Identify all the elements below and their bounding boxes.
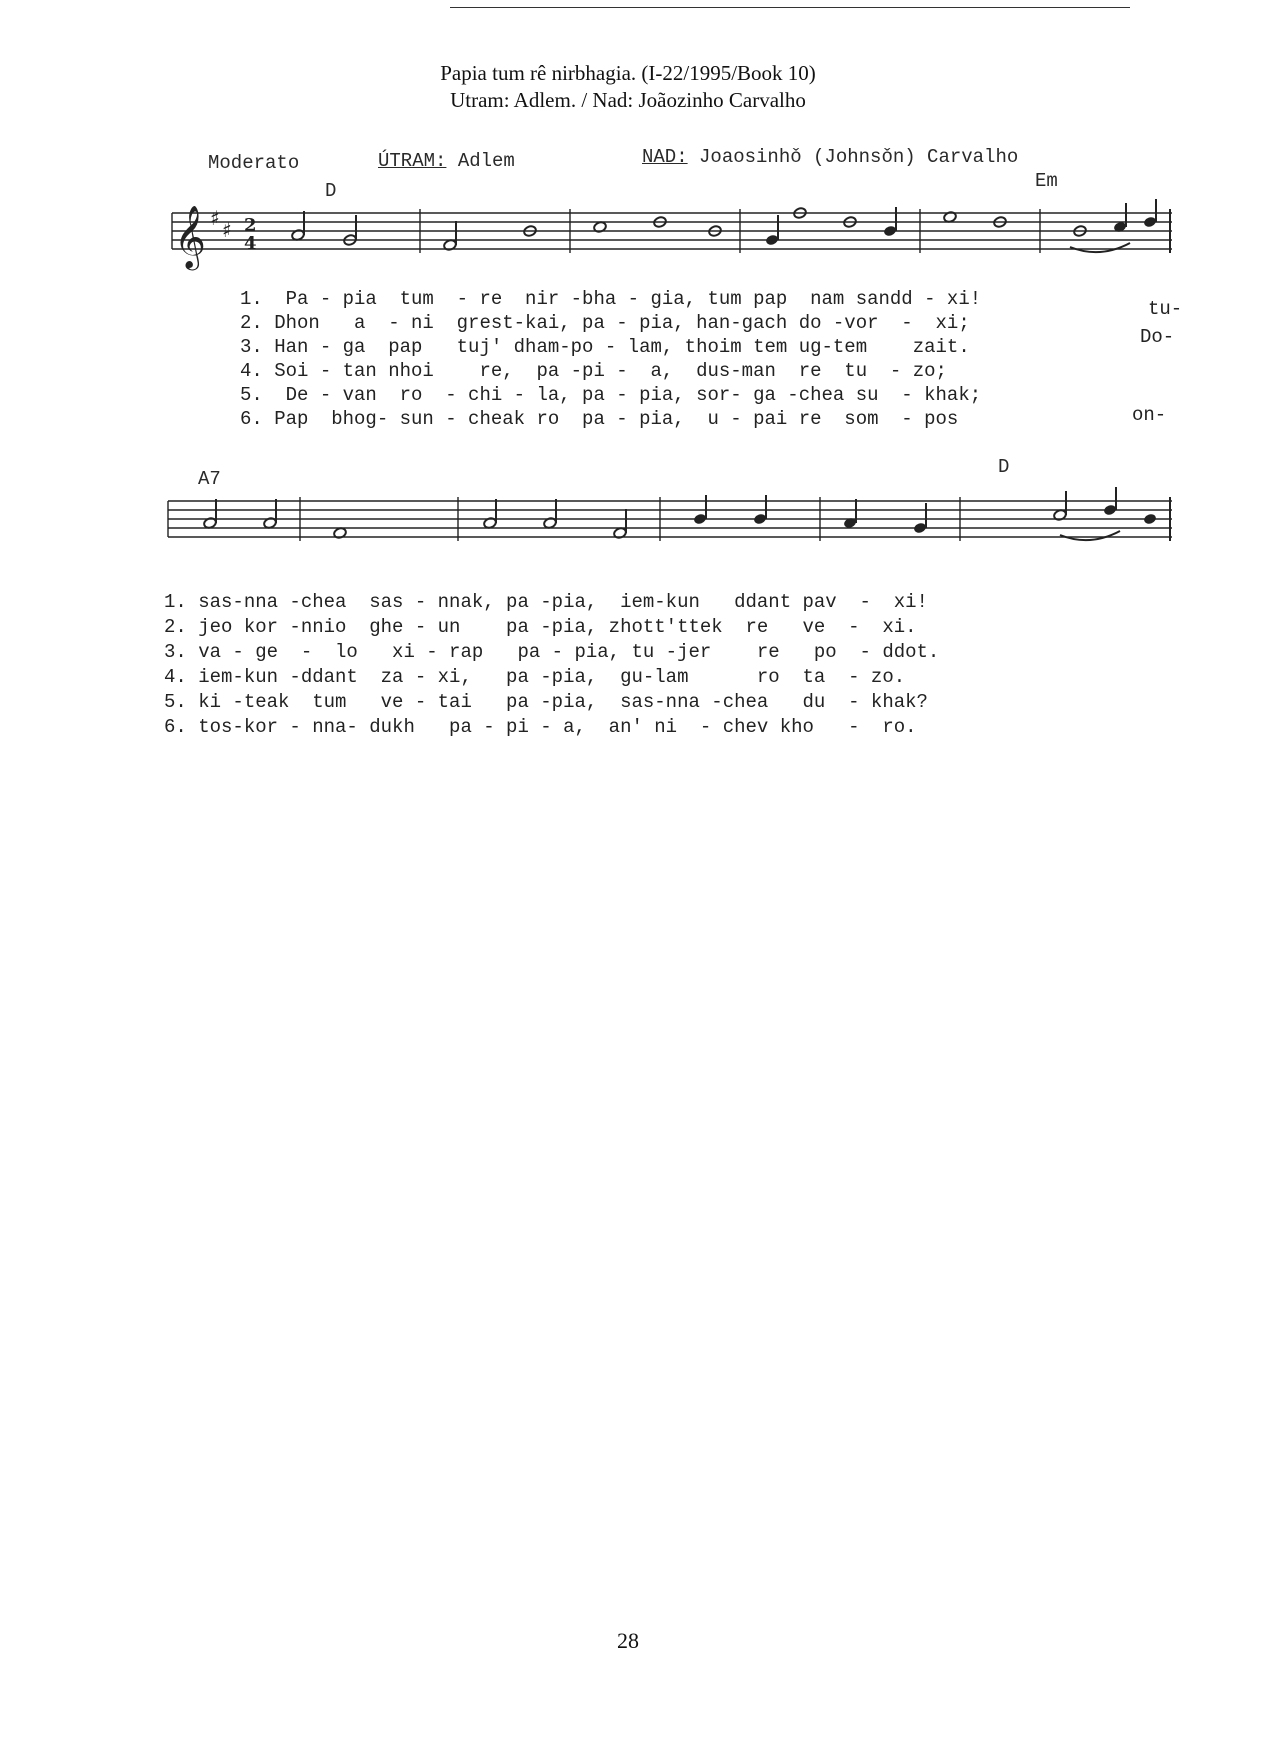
sharp-icon: ♯ — [222, 218, 232, 242]
lyric-tail-s1-6: on- — [1132, 404, 1167, 426]
top-rule — [450, 7, 1130, 8]
lyric-line-s1-2: 2. Dhon a - ni grest-kai, pa - pia, han-gach do -vor - xi; — [240, 312, 970, 334]
time-signature-top: 2 — [244, 215, 257, 236]
lyric-line-s2-3: 3. va - ge - lo xi - rap pa - pia, tu -jer re po - ddot. — [164, 641, 940, 663]
chord-d-system2: D — [998, 456, 1010, 478]
title-block — [0, 60, 1256, 114]
lyric-line-s1-4: 4. Soi - tan nhoi re, pa -pi - a, dus-man re tu - zo; — [240, 360, 947, 382]
lyric-line-s2-1: 1. sas-nna -chea sas - nnak, pa -pia, iem-kun ddant pav - xi! — [164, 591, 928, 613]
lyric-tail-s1-3: Do- — [1140, 326, 1175, 348]
lyric-line-s2-4: 4. iem-kun -ddant za - xi, pa -pia, gu-lam ro ta - zo. — [164, 666, 906, 688]
page-number: 28 — [617, 1628, 639, 1653]
song-title: Papia tum rê nirbhagia. (I-22/1995/Book 10) — [440, 61, 816, 85]
tempo-marking: Moderato — [208, 152, 300, 174]
utram-label: ÚTRAM: — [378, 150, 447, 172]
lyric-line-s1-5: 5. De - van ro - chi - la, pa - pia, sor- ga -chea su - khak; — [240, 384, 982, 406]
lyric-line-s2-2: 2. jeo kor -nnio ghe - un pa -pia, zhott'ttek re ve - xi. — [164, 616, 917, 638]
song-credits: Utram: Adlem. / Nad: Joãozinho Carvalho — [450, 88, 806, 112]
staff-system-1 — [160, 195, 1180, 285]
nad-value: Joaosinhǒ (Johnsǒn) Carvalho — [699, 146, 1019, 168]
lyric-line-s2-6: 6. tos-kor - nna- dukh pa - pi - a, an' ni - chev kho - ro. — [164, 716, 917, 738]
treble-clef-icon: 𝄞 — [174, 205, 206, 268]
time-signature-bottom: 4 — [244, 233, 257, 254]
lyric-line-s2-5: 5. ki -teak tum ve - tai pa -pia, sas-nna -chea du - khak? — [164, 691, 928, 713]
lyric-tail-s1-2: tu- — [1148, 298, 1183, 320]
nad-label: NAD: — [642, 146, 688, 168]
lyric-line-s1-1: 1. Pa - pia tum - re nir -bha - gia, tum pap nam sandd - xi! — [240, 288, 982, 310]
staff-system-2 — [160, 483, 1180, 573]
sharp-icon: ♯ — [210, 206, 220, 230]
chord-em-system1: Em — [1035, 170, 1058, 192]
lyric-line-s1-3: 3. Han - ga pap tuj' dham-po - lam, thoim tem ug-tem zait. — [240, 336, 970, 358]
utram-value: Adlem — [457, 150, 515, 172]
chord-a7-system2: A7 — [198, 468, 221, 490]
chord-d-system1: D — [325, 180, 337, 202]
lyric-line-s1-6: 6. Pap bhog- sun - cheak ro pa - pia, u - pai re som - pos — [240, 408, 959, 430]
nad-credit — [642, 146, 1018, 168]
utram-credit — [378, 150, 515, 172]
